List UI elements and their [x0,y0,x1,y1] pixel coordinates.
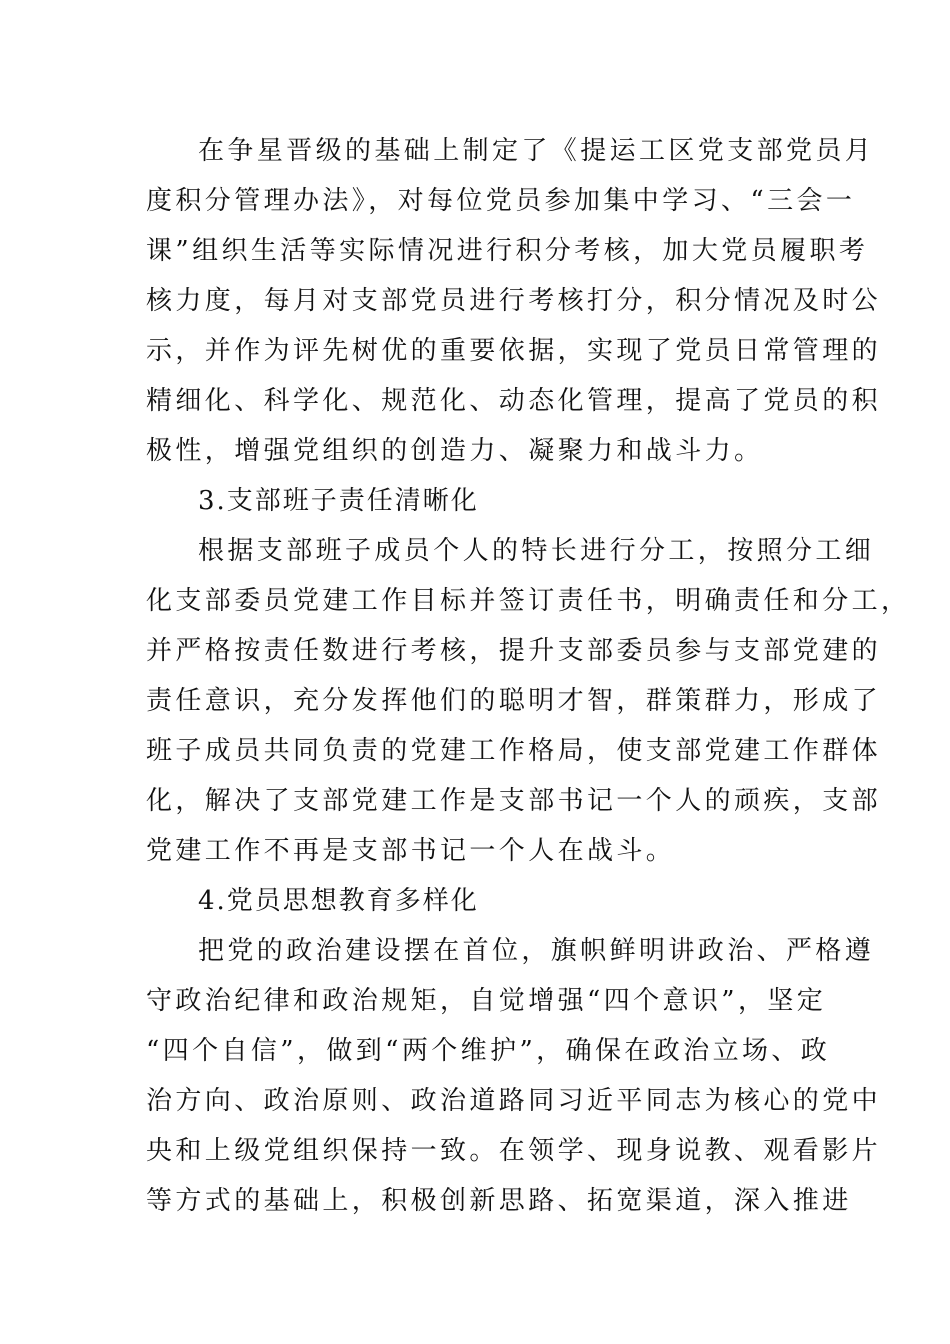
paragraph-line: 治方向、政治原则、政治道路同习近平同志为核心的党中 [146,1086,882,1116]
paragraph-line: 央和上级党组织保持一致。在领学、现身说教、观看影片 [146,1136,882,1166]
paragraph-line: 党建工作不再是支部书记一个人在战斗。 [146,836,676,866]
paragraph-line: 精细化、科学化、规范化、动态化管理，提高了党员的积 [146,386,882,416]
paragraph-line: 示，并作为评先树优的重要依据，实现了党员日常管理的 [146,336,882,366]
paragraph-line: 化支部委员党建工作目标并签订责任书，明确责任和分工， [146,586,911,616]
paragraph-line: 在争星晋级的基础上制定了《提运工区党支部党员月 [198,136,875,166]
paragraph-line: 等方式的基础上，积极创新思路、拓宽渠道，深入推进 [146,1186,852,1216]
paragraph-line: 极性，增强党组织的创造力、凝聚力和战斗力。 [146,436,764,466]
section-heading-3: 3.支部班子责任清晰化 [198,486,479,516]
paragraph-line: 并严格按责任数进行考核，提升支部委员参与支部党建的 [146,636,882,666]
paragraph-line: 责任意识，充分发挥他们的聪明才智，群策群力，形成了 [146,686,882,716]
paragraph-line: 班子成员共同负责的党建工作格局，使支部党建工作群体 [146,736,882,766]
paragraph-line: 核力度，每月对支部党员进行考核打分，积分情况及时公 [146,286,882,316]
paragraph-line: 课”组织生活等实际情况进行积分考核，加大党员履职考 [146,236,869,266]
paragraph-line: 度积分管理办法》，对每位党员参加集中学习、“三会一 [146,186,856,216]
paragraph-line: 守政治纪律和政治规矩，自觉增强“四个意识”，坚定 [146,986,827,1016]
paragraph-line: 根据支部班子成员个人的特长进行分工，按照分工细 [198,536,875,566]
paragraph-line: 把党的政治建设摆在首位，旗帜鲜明讲政治、严格遵 [198,936,875,966]
paragraph-line: 化，解决了支部党建工作是支部书记一个人的顽疾，支部 [146,786,882,816]
paragraph-line: “四个自信”，做到“两个维护”，确保在政治立场、政 [146,1036,831,1066]
section-heading-4: 4.党员思想教育多样化 [198,886,479,916]
